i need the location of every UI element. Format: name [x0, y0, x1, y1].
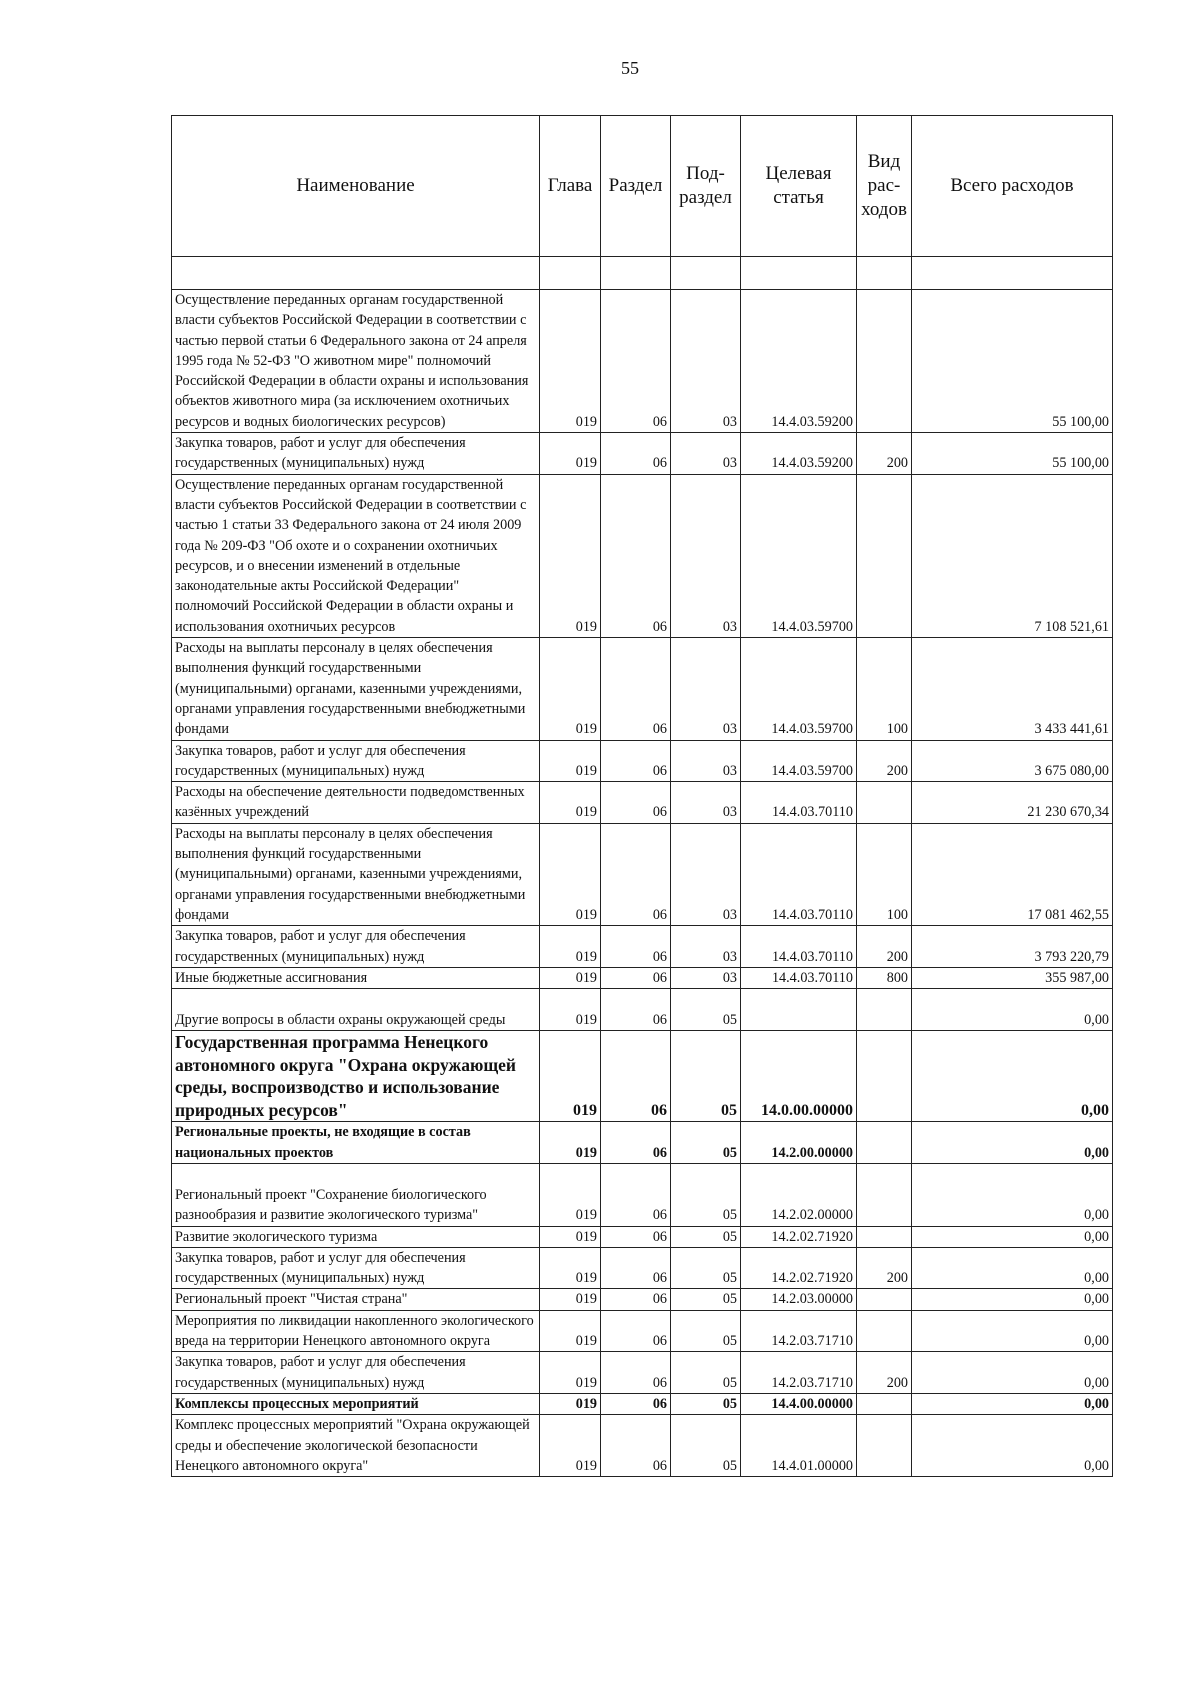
- table-row: [172, 740, 1113, 782]
- cell-vid: [857, 1393, 912, 1414]
- cell-tselevaya: 14.2.02.71920: [741, 1226, 857, 1247]
- cell-razdel: 06: [601, 1310, 671, 1352]
- cell-glava: 019: [540, 823, 601, 925]
- cell-glava: 019: [540, 1226, 601, 1247]
- cell-razdel: 06: [601, 1122, 671, 1164]
- budget-table: [171, 115, 1113, 1477]
- cell-tselevaya: 14.4.03.70110: [741, 823, 857, 925]
- header-razdel: Раздел: [601, 116, 671, 257]
- header-name: Наименование: [172, 116, 540, 257]
- cell-total: 21 230 670,34: [912, 782, 1113, 824]
- spacer-row: [172, 257, 1113, 290]
- cell-vid: 100: [857, 638, 912, 740]
- cell-name: Закупка товаров, работ и услуг для обеспечения государственных (муниципальных) нужд: [172, 740, 540, 782]
- table-row: [172, 1031, 1113, 1122]
- cell-name: Расходы на выплаты персоналу в целях обеспечения выполнения функций государственными (муниципальными) органами, казенными учреждениями, органами управления государственными внебюджетными фондами: [172, 638, 540, 740]
- cell-name: Осуществление переданных органам государственной власти субъектов Российской Федерации в соответствии с частью 1 статьи 33 Федерального закона от 24 июля 2009 года № 209-ФЗ "Об охоте и о сохранении охотничьих ресурсов, и о внесении изменений в отдельные законодательные акты Российской Федерации" полномочий Российской Федерации в области охраны и использования охотничьих ресурсов: [172, 474, 540, 637]
- table-row: [172, 290, 1113, 433]
- cell-total: 0,00: [912, 1247, 1113, 1289]
- cell-tselevaya: 14.2.03.71710: [741, 1310, 857, 1352]
- cell-glava: 019: [540, 474, 601, 637]
- cell-vid: [857, 782, 912, 824]
- cell-vid: 100: [857, 823, 912, 925]
- cell-tselevaya: 14.4.03.59200: [741, 290, 857, 433]
- cell-name: Осуществление переданных органам государственной власти субъектов Российской Федерации в соответствии с частью первой статьи 6 Федерального закона от 24 апреля 1995 года № 52-ФЗ "О животном мире" полномочий Российской Федерации в области охраны и использования объектов животного мира (за исключением охотничьих ресурсов и водных биологических ресурсов): [172, 290, 540, 433]
- table-row: [172, 638, 1113, 740]
- cell-podrazdel: 05: [671, 1289, 741, 1310]
- cell-razdel: 06: [601, 290, 671, 433]
- cell-glava: 019: [540, 740, 601, 782]
- cell-tselevaya: 14.2.02.71920: [741, 1247, 857, 1289]
- cell-total: 3 675 080,00: [912, 740, 1113, 782]
- cell-total: 7 108 521,61: [912, 474, 1113, 637]
- cell-tselevaya: 14.4.03.70110: [741, 926, 857, 968]
- cell-podrazdel: 05: [671, 1415, 741, 1477]
- cell-glava: 019: [540, 433, 601, 475]
- cell-total: 3 433 441,61: [912, 638, 1113, 740]
- cell-tselevaya: 14.4.03.59700: [741, 638, 857, 740]
- cell-tselevaya: 14.2.02.00000: [741, 1163, 857, 1226]
- cell-name: Расходы на обеспечение деятельности подведомственных казённых учреждений: [172, 782, 540, 824]
- cell-podrazdel: 05: [671, 1163, 741, 1226]
- cell-vid: 200: [857, 740, 912, 782]
- table-row: [172, 474, 1113, 637]
- cell-razdel: 06: [601, 989, 671, 1031]
- cell-total: 0,00: [912, 1393, 1113, 1414]
- table-row: [172, 1310, 1113, 1352]
- cell-vid: 200: [857, 926, 912, 968]
- cell-razdel: 06: [601, 1031, 671, 1122]
- cell-razdel: 06: [601, 1247, 671, 1289]
- cell-razdel: 06: [601, 1163, 671, 1226]
- cell-podrazdel: 05: [671, 1226, 741, 1247]
- cell-vid: [857, 474, 912, 637]
- header-vid: Вид рас-ходов: [857, 116, 912, 257]
- cell-razdel: 06: [601, 740, 671, 782]
- cell-podrazdel: 03: [671, 740, 741, 782]
- cell-glava: 019: [540, 782, 601, 824]
- cell-razdel: 06: [601, 1226, 671, 1247]
- cell-podrazdel: 03: [671, 638, 741, 740]
- cell-glava: 019: [540, 1031, 601, 1122]
- cell-podrazdel: 03: [671, 290, 741, 433]
- cell-podrazdel: 03: [671, 967, 741, 988]
- cell-glava: 019: [540, 989, 601, 1031]
- cell-total: 55 100,00: [912, 290, 1113, 433]
- cell-razdel: 06: [601, 433, 671, 475]
- cell-podrazdel: 03: [671, 433, 741, 475]
- cell-tselevaya: 14.0.00.00000: [741, 1031, 857, 1122]
- table-row: [172, 1122, 1113, 1164]
- cell-vid: [857, 290, 912, 433]
- cell-razdel: 06: [601, 1415, 671, 1477]
- cell-name: Закупка товаров, работ и услуг для обеспечения государственных (муниципальных) нужд: [172, 433, 540, 475]
- cell-vid: 200: [857, 1247, 912, 1289]
- cell-razdel: 06: [601, 967, 671, 988]
- table-row: [172, 989, 1113, 1031]
- cell-razdel: 06: [601, 474, 671, 637]
- cell-vid: [857, 1163, 912, 1226]
- table-row: [172, 1415, 1113, 1477]
- cell-podrazdel: 05: [671, 1247, 741, 1289]
- cell-glava: 019: [540, 1247, 601, 1289]
- cell-vid: 200: [857, 433, 912, 475]
- cell-podrazdel: 03: [671, 782, 741, 824]
- cell-podrazdel: 05: [671, 989, 741, 1031]
- cell-tselevaya: 14.4.00.00000: [741, 1393, 857, 1414]
- cell-name: Закупка товаров, работ и услуг для обеспечения государственных (муниципальных) нужд: [172, 1352, 540, 1394]
- cell-vid: 200: [857, 1352, 912, 1394]
- cell-vid: [857, 989, 912, 1031]
- cell-name: Закупка товаров, работ и услуг для обеспечения государственных (муниципальных) нужд: [172, 926, 540, 968]
- cell-name: Развитие экологического туризма: [172, 1226, 540, 1247]
- cell-total: 0,00: [912, 1122, 1113, 1164]
- table-row: [172, 782, 1113, 824]
- cell-razdel: 06: [601, 1393, 671, 1414]
- table-row: [172, 1163, 1113, 1226]
- cell-name: Государственная программа Ненецкого автономного округа "Охрана окружающей среды, воспроизводство и использование природных ресурсов": [172, 1031, 540, 1122]
- cell-glava: 019: [540, 1289, 601, 1310]
- table-row: [172, 823, 1113, 925]
- cell-name: Мероприятия по ликвидации накопленного экологического вреда на территории Ненецкого автономного округа: [172, 1310, 540, 1352]
- cell-vid: [857, 1226, 912, 1247]
- table-row: [172, 1289, 1113, 1310]
- table-row: [172, 433, 1113, 475]
- header-row: [172, 116, 1113, 257]
- cell-total: 0,00: [912, 1415, 1113, 1477]
- cell-name: Региональный проект "Чистая страна": [172, 1289, 540, 1310]
- cell-name: Региональные проекты, не входящие в состав национальных проектов: [172, 1122, 540, 1164]
- page-number: 55: [621, 58, 639, 78]
- table-row: [172, 926, 1113, 968]
- header-tselevaya: Целевая статья: [741, 116, 857, 257]
- cell-razdel: 06: [601, 782, 671, 824]
- cell-vid: [857, 1289, 912, 1310]
- cell-glava: 019: [540, 1393, 601, 1414]
- cell-tselevaya: 14.2.03.71710: [741, 1352, 857, 1394]
- cell-name: Другие вопросы в области охраны окружающей среды: [172, 989, 540, 1031]
- cell-vid: [857, 1415, 912, 1477]
- cell-razdel: 06: [601, 926, 671, 968]
- cell-vid: [857, 1031, 912, 1122]
- cell-podrazdel: 03: [671, 823, 741, 925]
- table-row: [172, 1393, 1113, 1414]
- header-podrazdel: Под-раздел: [671, 116, 741, 257]
- cell-razdel: 06: [601, 1289, 671, 1310]
- table-row: [172, 1247, 1113, 1289]
- cell-name: Иные бюджетные ассигнования: [172, 967, 540, 988]
- cell-tselevaya: 14.4.03.59700: [741, 474, 857, 637]
- cell-name: Региональный проект "Сохранение биологического разнообразия и развитие экологического туризма": [172, 1163, 540, 1226]
- cell-glava: 019: [540, 1415, 601, 1477]
- cell-vid: 800: [857, 967, 912, 988]
- cell-tselevaya: 14.4.03.59200: [741, 433, 857, 475]
- cell-vid: [857, 1310, 912, 1352]
- cell-total: 0,00: [912, 1226, 1113, 1247]
- cell-name: Закупка товаров, работ и услуг для обеспечения государственных (муниципальных) нужд: [172, 1247, 540, 1289]
- cell-tselevaya: 14.4.01.00000: [741, 1415, 857, 1477]
- cell-total: 0,00: [912, 1310, 1113, 1352]
- cell-total: 0,00: [912, 1163, 1113, 1226]
- cell-podrazdel: 03: [671, 474, 741, 637]
- cell-glava: 019: [540, 1352, 601, 1394]
- cell-podrazdel: 05: [671, 1031, 741, 1122]
- cell-total: 3 793 220,79: [912, 926, 1113, 968]
- cell-glava: 019: [540, 290, 601, 433]
- cell-total: 17 081 462,55: [912, 823, 1113, 925]
- header-glava: Глава: [540, 116, 601, 257]
- cell-tselevaya: 14.4.03.70110: [741, 782, 857, 824]
- cell-name: Комплекс процессных мероприятий "Охрана окружающей среды и обеспечение экологической безопасности Ненецкого автономного округа": [172, 1415, 540, 1477]
- cell-glava: 019: [540, 1310, 601, 1352]
- cell-podrazdel: 03: [671, 926, 741, 968]
- header-total: Всего расходов: [912, 116, 1113, 257]
- cell-total: 0,00: [912, 1031, 1113, 1122]
- cell-tselevaya: 14.4.03.70110: [741, 967, 857, 988]
- cell-total: 0,00: [912, 1289, 1113, 1310]
- cell-podrazdel: 05: [671, 1122, 741, 1164]
- cell-tselevaya: 14.2.00.00000: [741, 1122, 857, 1164]
- table-row: [172, 1226, 1113, 1247]
- cell-total: 55 100,00: [912, 433, 1113, 475]
- cell-vid: [857, 1122, 912, 1164]
- cell-glava: 019: [540, 967, 601, 988]
- cell-total: 355 987,00: [912, 967, 1113, 988]
- cell-glava: 019: [540, 926, 601, 968]
- cell-total: 0,00: [912, 989, 1113, 1031]
- cell-tselevaya: 14.4.03.59700: [741, 740, 857, 782]
- table-row: [172, 1352, 1113, 1394]
- cell-razdel: 06: [601, 1352, 671, 1394]
- cell-glava: 019: [540, 1122, 601, 1164]
- table-row: [172, 967, 1113, 988]
- cell-tselevaya: [741, 989, 857, 1031]
- cell-total: 0,00: [912, 1352, 1113, 1394]
- cell-razdel: 06: [601, 823, 671, 925]
- cell-name: Расходы на выплаты персоналу в целях обеспечения выполнения функций государственными (муниципальными) органами, казенными учреждениями, органами управления государственными внебюджетными фондами: [172, 823, 540, 925]
- cell-podrazdel: 05: [671, 1352, 741, 1394]
- cell-tselevaya: 14.2.03.00000: [741, 1289, 857, 1310]
- cell-podrazdel: 05: [671, 1393, 741, 1414]
- cell-podrazdel: 05: [671, 1310, 741, 1352]
- cell-razdel: 06: [601, 638, 671, 740]
- cell-name: Комплексы процессных мероприятий: [172, 1393, 540, 1414]
- cell-glava: 019: [540, 638, 601, 740]
- cell-glava: 019: [540, 1163, 601, 1226]
